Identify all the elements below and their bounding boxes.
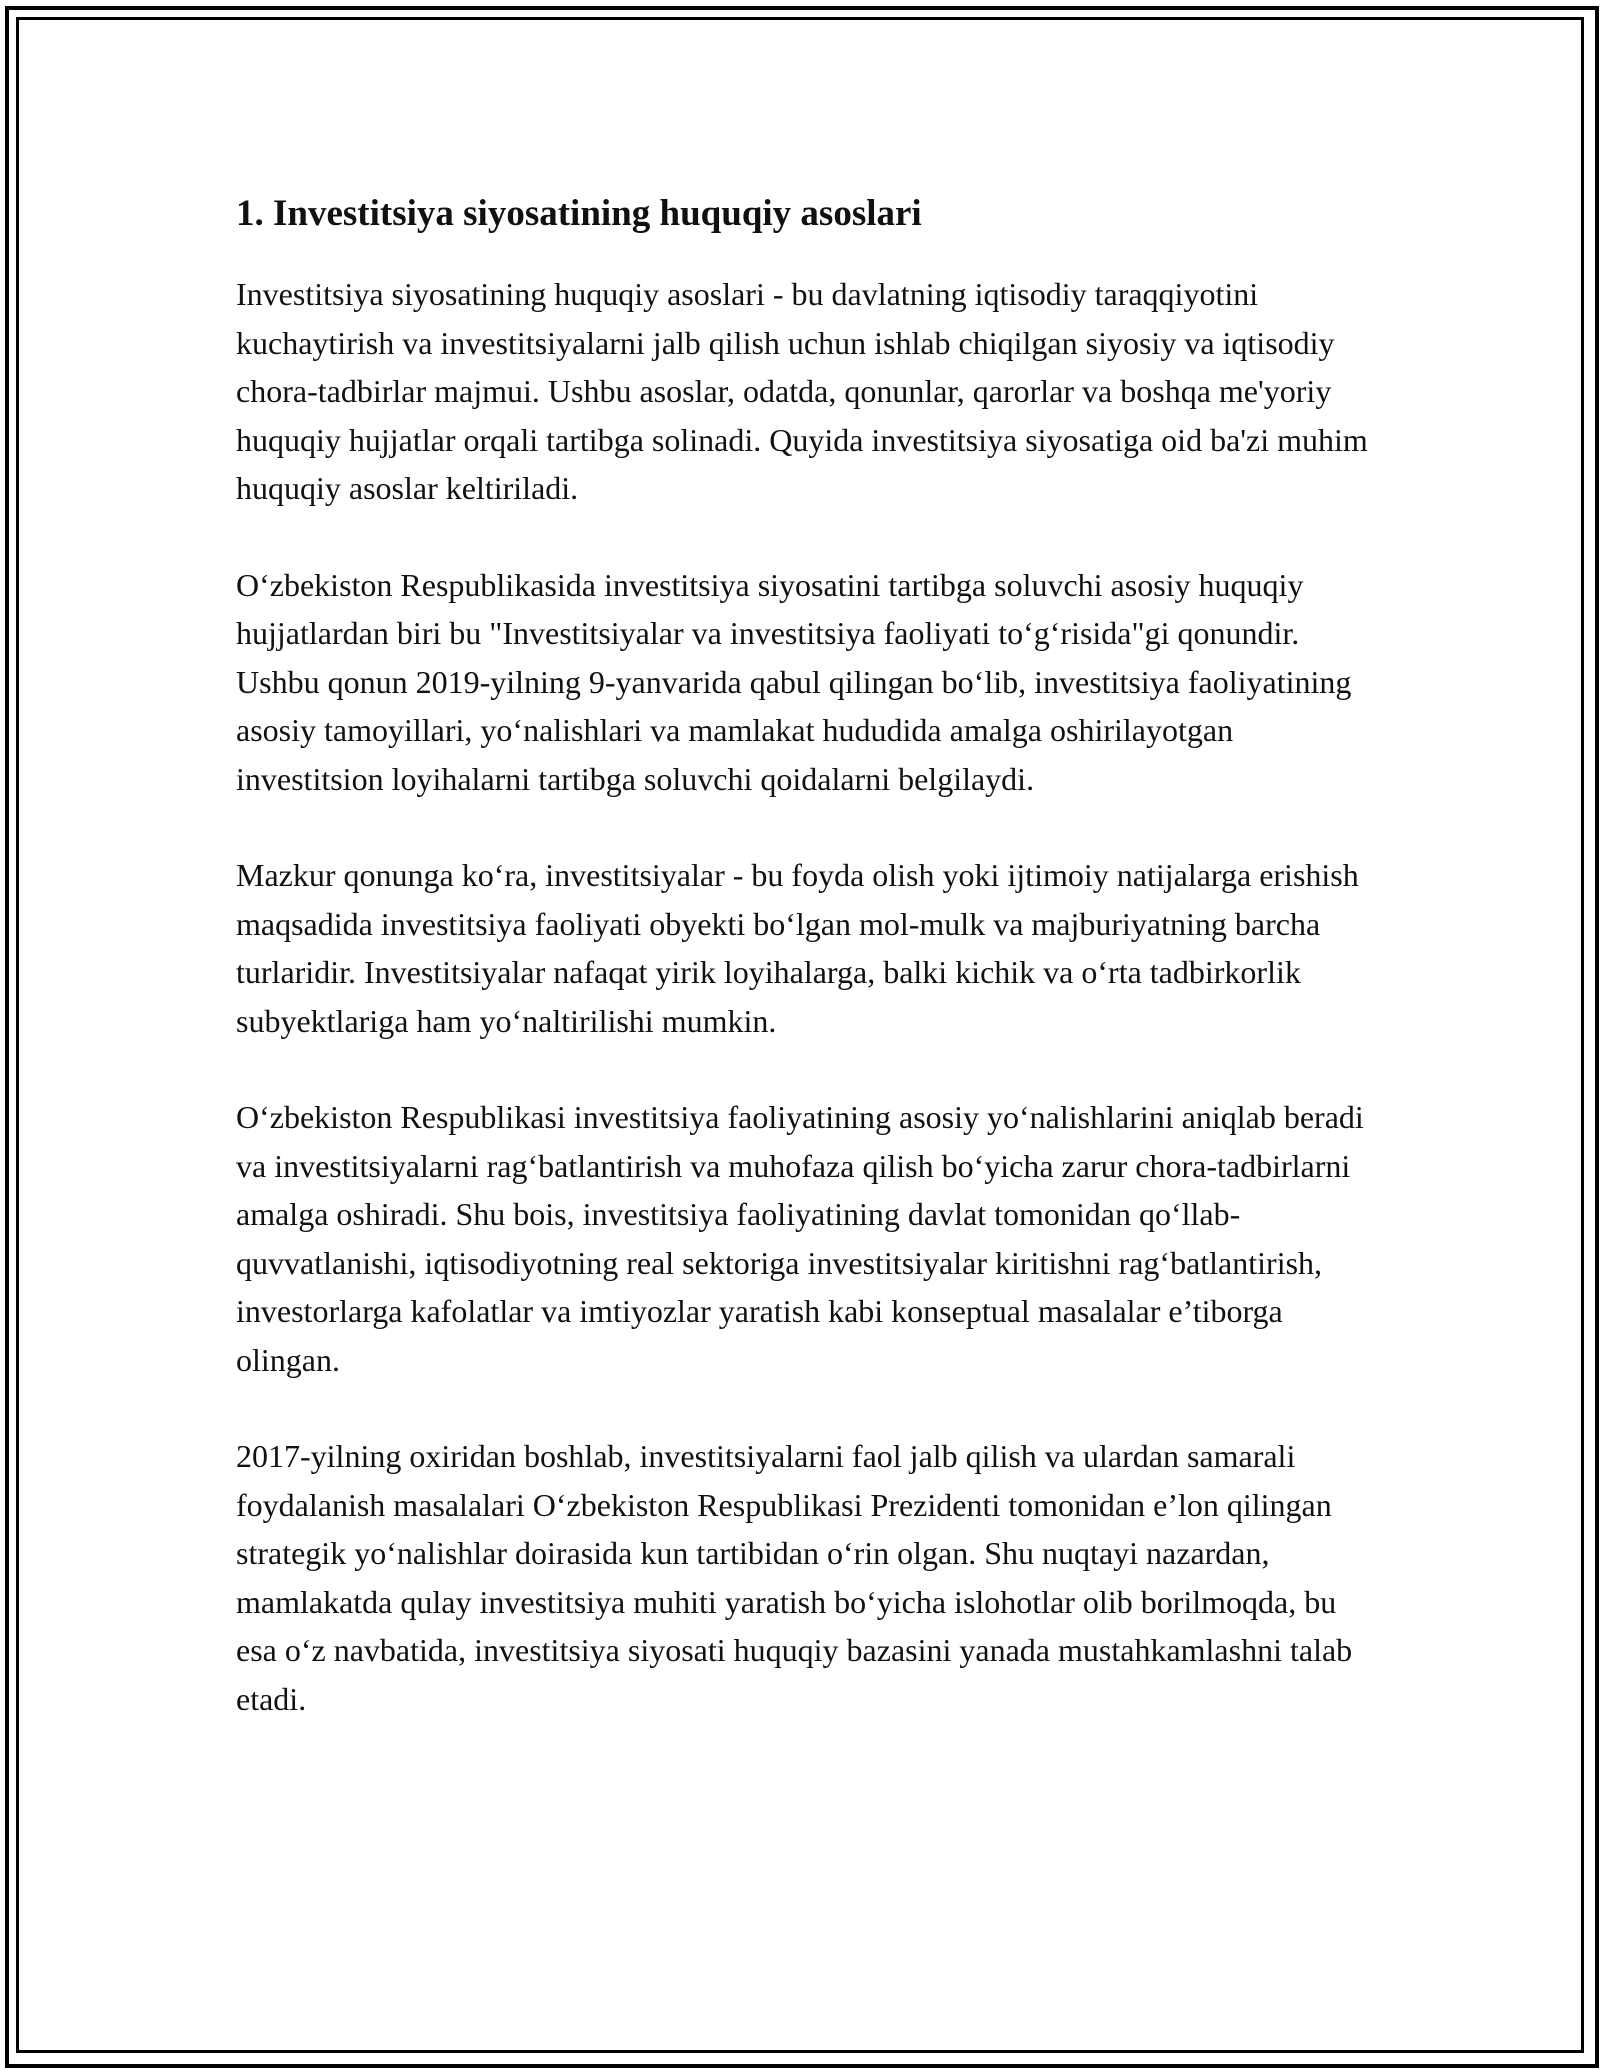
- paragraph-4: O‘zbekiston Respublikasi investitsiya faoliyatining asosiy yo‘nalishlarini aniqlab beradi va investitsiyalarni rag‘batlantirish va muhofaza qilish bo‘yicha zarur chora-tadbirlarni amalga oshiradi. Shu bois, investitsiya faoliyatining davlat tomonidan qo‘llab-quvvatlanishi, iqtisodiyotning real sektoriga investitsiyalar kiritishni rag‘batlantirish, investorlarga kafolatlar va imtiyozlar yaratish kabi konseptual masalalar e’tiborga olingan.: [236, 1099, 1364, 1378]
- paragraph-2: O‘zbekiston Respublikasida investitsiya siyosatini tartibga soluvchi asosiy huquqiy hujjatlardan biri bu "Investitsiyalar va investitsiya faoliyati to‘g‘risida"gi qonundir. Ushbu qonun 2019-yilning 9-yanvarida qabul qilingan bo‘lib, investitsiya faoliyatining asosiy tamoyillari, yo‘nalishlari va mamlakat hududida amalga oshirilayotgan investitsion loyihalarni tartibga soluvchi qoidalarni belgilaydi.: [236, 566, 1352, 797]
- section-heading: 1. Investitsiya siyosatining huquqiy asoslari: [236, 193, 922, 234]
- document-body: [236, 188, 1376, 1723]
- paragraph-5: 2017-yilning oxiridan boshlab, investitsiyalarni faol jalb qilish va ulardan samarali foydalanish masalalari O‘zbekiston Respublikasi Prezidenti tomonidan e’lon qilingan strategik yo‘nalishlar doirasida kun tartibidan o‘rin olgan. Shu nuqtayi nazardan, mamlakatda qulay investitsiya muhiti yaratish bo‘yicha islohotlar olib borilmoqda, bu esa o‘z navbatida, investitsiya siyosati huquqiy bazasini yanada mustahkamlashni talab etadi.: [236, 1438, 1353, 1717]
- paragraph-1: Investitsiya siyosatining huquqiy asoslari - bu davlatning iqtisodiy taraqqiyotini kuchaytirish va investitsiyalarni jalb qilish uchun ishlab chiqilgan siyosiy va iqtisodiy chora-tadbirlar majmui. Ushbu asoslar, odatda, qonunlar, qarorlar va boshqa me'yoriy huquqiy hujjatlar orqali tartibga solinadi. Quyida investitsiya siyosatiga oid ba'zi muhim huquqiy asoslar keltiriladi.: [236, 276, 1368, 506]
- paragraph-3: Mazkur qonunga ko‘ra, investitsiyalar - bu foyda olish yoki ijtimoiy natijalarga erishish maqsadida investitsiya faoliyati obyekti bo‘lgan mol-mulk va majburiyatning barcha turlaridir. Investitsiyalar nafaqat yirik loyihalarga, balki kichik va o‘rta tadbirkorlik subyektlariga ham yo‘naltirilishi mumkin.: [236, 857, 1359, 1039]
